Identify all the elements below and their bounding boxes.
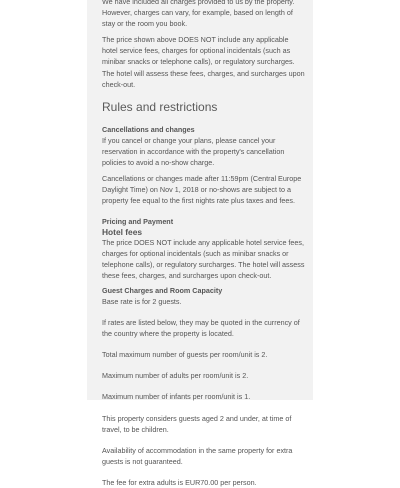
- hotel-fees-paragraph: The price DOES NOT include any applicable hotel service fees, charges for optional incidentals (such as minibar snacks or telephone calls), or regulatory surcharges. The hotel will assess these fees, charges, and surcharges upon check-out.: [102, 237, 305, 280]
- cancellations-paragraph: If you cancel or change your plans, please cancel your reservation in accordance with the property's cancellation policies to avoid a no-show charge.: [102, 136, 285, 168]
- availability-text: Availability of accommodation in the same property for extra guests is not guaranteed.: [102, 445, 293, 466]
- currency-text: If rates are listed below, they may be quoted in the currency of the country where the property is located.: [102, 318, 300, 339]
- extra-adult-fee-text: The fee for extra adults is EUR70.00 per person.: [102, 477, 257, 487]
- max-infants-text: Maximum number of infants per room/unit is 1.: [102, 392, 251, 402]
- cancellations-deadline-paragraph: Cancellations or changes made after 11:59pm (Central Europe Daylight Time) on Nov 1, 2018 or no-shows are subject to a property fee equal to the first nights rate plus taxes and fees.: [102, 174, 302, 206]
- fees-intro: [102, 0, 305, 90]
- cancellations-title: Cancellations and changes: [102, 125, 195, 134]
- pricing-title: Pricing and Payment: [102, 216, 174, 226]
- left-gutter: [0, 0, 87, 400]
- fees-exclusion-paragraph: The price shown above DOES NOT include any applicable hotel service fees, charges for optional incidentals (such as minibar snacks or telephone calls), or regulatory surcharges. The hotel will assess these fees, charges, and surcharges upon check-out.: [102, 35, 305, 89]
- max-adults-text: Maximum number of adults per room/unit is 2.: [102, 371, 249, 381]
- fees-intro-paragraph: We have included all charges provided to us by the property. However, charges can vary, for example, based on length of stay or the room you book.: [102, 0, 295, 29]
- policy-panel: [87, 0, 313, 487]
- rules-heading: Rules and restrictions: [102, 100, 218, 114]
- right-gutter: [313, 0, 400, 400]
- base-rate-text: Base rate is for 2 guests.: [102, 296, 182, 306]
- max-guests-text: Total maximum number of guests per room/unit is 2.: [102, 350, 268, 360]
- rules-section: [102, 125, 305, 488]
- hotel-fees-title: Hotel fees: [102, 226, 143, 237]
- capacity-title: Guest Charges and Room Capacity: [102, 285, 223, 295]
- children-age-text: This property considers guests aged 2 and under, at time of travel, to be children.: [102, 413, 292, 434]
